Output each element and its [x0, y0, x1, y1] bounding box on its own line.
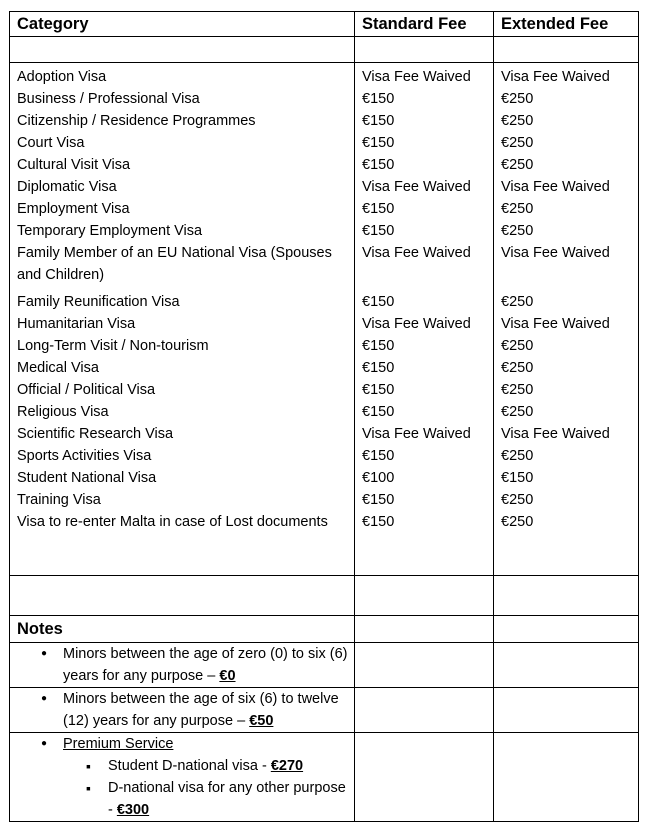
fee-value: €270: [270, 758, 304, 774]
category-humanitarian: Humanitarian Visa: [17, 316, 136, 332]
standard-fee: €150: [362, 201, 395, 217]
extended-fee: Visa Fee Waived: [501, 179, 610, 195]
premium-service-label: Premium Service: [63, 736, 174, 752]
category-religious: Religious Visa: [17, 404, 109, 420]
standard-fee: Visa Fee Waived: [362, 245, 471, 261]
standard-fee: €150: [362, 514, 395, 530]
category-family-reunification: Family Reunification Visa: [17, 294, 180, 310]
category-training: Training Visa: [17, 492, 101, 508]
note-minors-6-12: ● Minors between the age of six (6) to twelve (12) years for any purpose – €50: [63, 688, 348, 732]
premium-student: ▪ Student D-national visa - €270: [108, 755, 348, 777]
category-employment: Employment Visa: [17, 201, 130, 217]
note-minors-0-6: ● Minors between the age of zero (0) to six (6) years for any purpose – €0: [63, 643, 348, 687]
note-list: [17, 643, 348, 687]
header-extended-fee: Extended Fee: [494, 12, 639, 37]
extended-fee: €250: [501, 492, 534, 508]
category-adoption: Adoption Visa: [17, 69, 107, 85]
standard-fee: Visa Fee Waived: [362, 426, 471, 442]
extended-fee: €250: [501, 382, 534, 398]
extended-fee: €250: [501, 448, 534, 464]
extended-fee: €250: [501, 201, 534, 217]
notes-header-row: [10, 616, 639, 643]
standard-fee: €150: [362, 157, 395, 173]
standard-fee: Visa Fee Waived: [362, 69, 471, 85]
note-row: [10, 643, 639, 688]
extended-fee: €250: [501, 135, 534, 151]
standard-fee: €150: [362, 135, 395, 151]
category-family-member-eu: Family Member of an EU National Visa (Spouses and Children): [17, 245, 332, 283]
premium-list: [63, 755, 348, 821]
fee-rows: [10, 63, 639, 576]
extended-fee: Visa Fee Waived: [501, 426, 610, 442]
standard-fee: €150: [362, 360, 395, 376]
extended-fee: €250: [501, 404, 534, 420]
standard-fee: €150: [362, 382, 395, 398]
standard-fee-column: [355, 63, 494, 576]
extended-fee-column: [494, 63, 639, 576]
fee-value: €50: [249, 713, 274, 729]
standard-fee: Visa Fee Waived: [362, 179, 471, 195]
extended-fee: €250: [501, 514, 534, 530]
extended-fee: €250: [501, 360, 534, 376]
standard-fee: Visa Fee Waived: [362, 316, 471, 332]
premium-other: ▪ D-national visa for any other purpose - €300: [108, 777, 348, 821]
extended-fee: Visa Fee Waived: [501, 69, 610, 85]
extended-fee: €250: [501, 157, 534, 173]
extended-fee: €250: [501, 113, 534, 129]
category-re-enter-malta: Visa to re-enter Malta in case of Lost documents: [17, 514, 328, 530]
standard-fee: €150: [362, 113, 395, 129]
blank-row: [10, 576, 639, 616]
standard-fee: €150: [362, 404, 395, 420]
extended-fee: €250: [501, 223, 534, 239]
category-long-term: Long-Term Visit / Non-tourism: [17, 338, 209, 354]
category-column: [10, 63, 355, 576]
category-citizenship: Citizenship / Residence Programmes: [17, 113, 256, 129]
category-sports: Sports Activities Visa: [17, 448, 152, 464]
extended-fee: Visa Fee Waived: [501, 316, 610, 332]
category-cultural: Cultural Visit Visa: [17, 157, 131, 173]
standard-fee: €100: [362, 470, 395, 486]
header-standard-fee: Standard Fee: [355, 12, 494, 37]
header-row: [10, 12, 639, 37]
fee-value: €300: [116, 802, 150, 818]
category-diplomatic: Diplomatic Visa: [17, 179, 117, 195]
standard-fee: €150: [362, 223, 395, 239]
extended-fee: €250: [501, 91, 534, 107]
visa-fee-table: [9, 11, 639, 822]
standard-fee: €150: [362, 91, 395, 107]
extended-fee: Visa Fee Waived: [501, 245, 610, 261]
blank-row: [10, 37, 639, 63]
category-court: Court Visa: [17, 135, 85, 151]
standard-fee: €150: [362, 448, 395, 464]
standard-fee: €150: [362, 294, 395, 310]
category-temporary-employment: Temporary Employment Visa: [17, 223, 203, 239]
extended-fee: €150: [501, 470, 534, 486]
fee-value: €0: [219, 668, 236, 684]
note-list: [17, 688, 348, 732]
extended-fee: €250: [501, 338, 534, 354]
note-row: [10, 733, 639, 822]
notes-title: Notes: [10, 616, 355, 643]
category-official: Official / Political Visa: [17, 382, 156, 398]
category-student: Student National Visa: [17, 470, 157, 486]
header-category: Category: [10, 12, 355, 37]
category-medical: Medical Visa: [17, 360, 99, 376]
category-business: Business / Professional Visa: [17, 91, 200, 107]
extended-fee: €250: [501, 294, 534, 310]
note-row: [10, 688, 639, 733]
standard-fee: €150: [362, 338, 395, 354]
category-scientific: Scientific Research Visa: [17, 426, 174, 442]
standard-fee: €150: [362, 492, 395, 508]
